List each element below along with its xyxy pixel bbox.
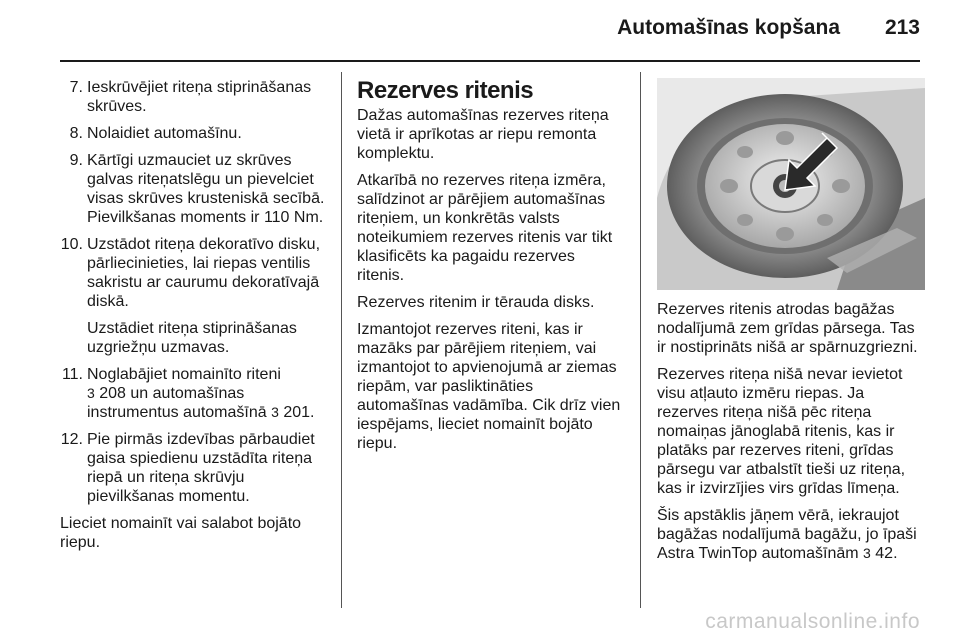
paragraph: Rezerves ritenim ir tērauda disks.	[357, 294, 595, 311]
header-divider	[60, 60, 920, 62]
page-header	[0, 0, 960, 64]
step-text: Pie pirmās izdevības pārbaudiet gaisa spiedienu uzstādīta riteņa riepā un riteņa skrūvju pievilkšanas momentu.	[87, 431, 315, 505]
step-item	[60, 365, 330, 422]
step-text: Kārtīgi uzmauciet uz skrūves galvas riteņatslēgu un pievelciet visas skrūves krusteniskā secībā. Pievilkšanas moments ir 110 Nm.	[87, 152, 325, 226]
step-item	[60, 151, 330, 227]
watermark: carmanualsonline.info	[705, 610, 920, 633]
paragraph: Izmantojot rezerves riteni, kas ir mazāks par pārējiem riteņiem, vai izmantojot to apvienojumā ar ziemas riepām, var pasliktināties automašīnas vadāmība. Cik drīz vien iespējams, lieciet nomainīt bojāto riepu.	[357, 321, 621, 452]
step-number: 12.	[60, 431, 83, 448]
paragraph: Dažas automašīnas rezerves riteņa vietā ir aprīkotas ar riepu remonta komplektu.	[357, 107, 609, 162]
left-column	[60, 78, 330, 560]
step-subtext: Uzstādiet riteņa stiprināšanas uzgriežņu uzmavas.	[87, 320, 297, 356]
paragraph: Rezerves riteņa nišā nevar ievietot visu atļauto izmēru riepas. Ja rezerves riteņa nišā pēc riteņa nomaiņas jānoglabā ritenis, kas ir platāks par rezerves riteni, grīdas pārsegu var atbalstīt tieši uz riteņa, kas ir izvirzījies virs grīdas līmeņa.	[657, 366, 906, 497]
paragraph	[657, 506, 925, 563]
step-item	[60, 124, 330, 143]
step-text: Nolaidiet automašīnu.	[87, 125, 242, 142]
cross-reference-icon: 3	[87, 385, 95, 401]
spare-wheel-illustration	[657, 78, 925, 290]
step-text: Noglabājiet nomainīto riteni	[87, 366, 281, 383]
cross-reference-icon: 3	[863, 545, 871, 561]
spare-wheel-photo	[657, 78, 925, 290]
page-reference-link[interactable]: 42.	[875, 545, 898, 562]
column-divider-2	[640, 72, 641, 608]
step-number: 7.	[69, 79, 83, 96]
cross-reference-icon: 3	[271, 404, 279, 420]
step-number: 11.	[61, 366, 83, 383]
step-number: 10.	[60, 236, 83, 253]
paragraph: Rezerves ritenis atrodas bagāžas nodalījumā zem grīdas pārsega. Tas ir nostiprināts nišā ar spārnuzgriezni.	[657, 301, 918, 356]
page-title: Automašīnas kopšana	[617, 16, 840, 39]
step-number: 9.	[69, 152, 83, 169]
closing-paragraph: Lieciet nomainīt vai salabot bojāto riepu.	[60, 515, 302, 551]
step-text: Ieskrūvējiet riteņa stiprināšanas skrūves.	[87, 79, 312, 115]
page-reference-link[interactable]: 208	[99, 385, 126, 402]
step-item	[60, 430, 330, 506]
step-text: un automašīnas instrumentus automašīnā	[87, 385, 267, 421]
paragraph-text: Šis apstāklis jāņem vērā, iekraujot bagāžas nodalījumā bagāžu, jo īpaši Astra TwinTop automašīnām	[657, 507, 917, 562]
middle-column	[357, 78, 622, 461]
column-divider-1	[341, 72, 342, 608]
steps-list	[60, 78, 330, 506]
page-reference-link[interactable]: 201.	[283, 404, 315, 421]
right-column	[657, 78, 925, 571]
step-item	[60, 235, 330, 357]
step-item	[60, 78, 330, 116]
step-text: Uzstādot riteņa dekoratīvo disku, pārliecinieties, lai riepas ventilis sakristu ar caurumu dekoratīvajā diskā.	[87, 236, 321, 310]
page-number: 213	[884, 16, 920, 39]
paragraph: Atkarībā no rezerves riteņa izmēra, salīdzinot ar pārējiem automašīnas riteņiem, un konkrētās valsts noteikumiem rezerves ritenis var tikt klasificēts ka pagaidu rezerves ritenis.	[357, 172, 613, 284]
section-heading: Rezerves ritenis	[357, 77, 534, 104]
step-number: 8.	[69, 125, 83, 142]
